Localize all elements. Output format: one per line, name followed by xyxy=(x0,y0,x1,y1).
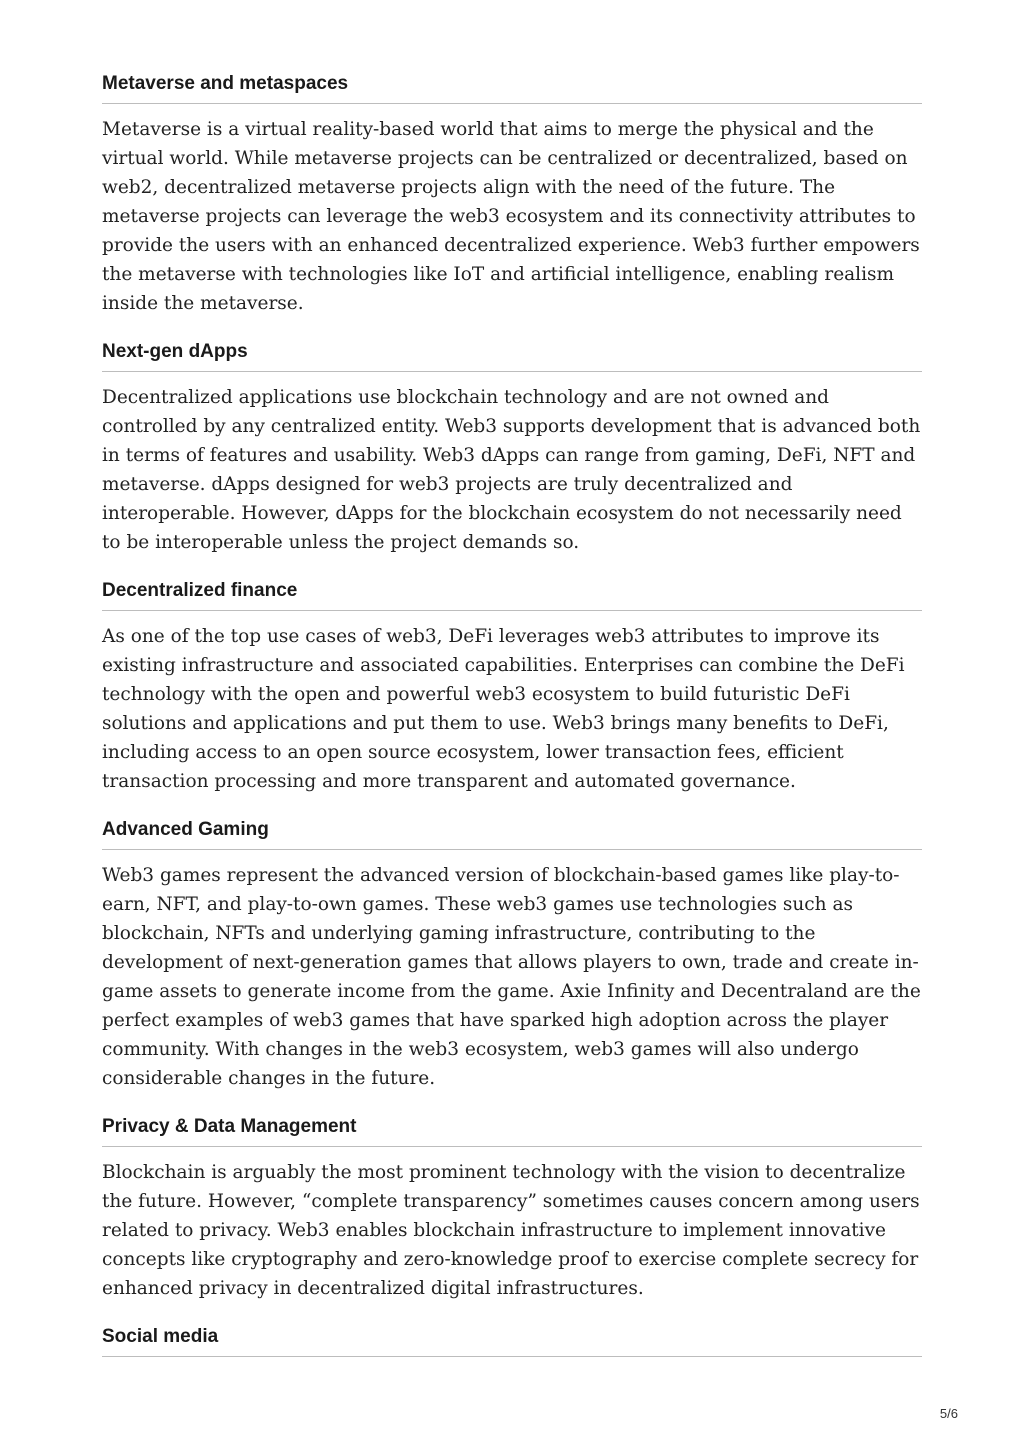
article-content xyxy=(102,72,922,1357)
section-heading: Decentralized finance xyxy=(102,579,922,611)
section-decentralized-finance xyxy=(102,579,922,818)
section-heading: Metaverse and metaspaces xyxy=(102,72,922,104)
section-heading: Social media xyxy=(102,1325,922,1357)
section-privacy-data-management xyxy=(102,1115,922,1325)
section-next-gen-dapps xyxy=(102,340,922,579)
section-social-media xyxy=(102,1325,922,1357)
section-paragraph: Decentralized applications use blockchain technology and are not owned and controlled by any centralized entity. Web3 supports development that is advanced both in terms of features and usability. Web3 dApps can range from gaming, DeFi, NFT and metaverse. dApps designed for web3 projects are truly decentralized and interoperable. However, dApps for the blockchain ecosystem do not necessarily need to be interoperable unless the project demands so. xyxy=(102,387,921,553)
page-number: 5/6 xyxy=(939,1406,958,1421)
section-paragraph: As one of the top use cases of web3, DeFi leverages web3 attributes to improve its existing infrastructure and associated capabilities. Enterprises can combine the DeFi technology with the open and powerful web3 ecosystem to build futuristic DeFi solutions and applications and put them to use. Web3 brings many benefits to DeFi, including access to an open source ecosystem, lower transaction fees, efficient transaction processing and more transparent and automated governance. xyxy=(102,626,905,792)
section-metaverse xyxy=(102,72,922,340)
section-paragraph: Web3 games represent the advanced version of blockchain-based games like play-to-earn, NFT, and play-to-own games. These web3 games use technologies such as blockchain, NFTs and underlying gaming infrastructure, contributing to the development of next-generation games that allows players to own, trade and create in-game assets to generate income from the game. Axie Infinity and Decentraland are the perfect examples of web3 games that have sparked high adoption across the player community. With changes in the web3 ecosystem, web3 games will also undergo considerable changes in the future. xyxy=(102,865,921,1089)
section-paragraph: Blockchain is arguably the most prominent technology with the vision to decentralize the future. However, “complete transparency” sometimes causes concern among users related to privacy. Web3 enables blockchain infrastructure to implement innovative concepts like cryptography and zero-knowledge proof to exercise complete secrecy for enhanced privacy in decentralized digital infrastructures. xyxy=(102,1162,920,1299)
section-heading: Next-gen dApps xyxy=(102,340,922,372)
section-advanced-gaming xyxy=(102,818,922,1115)
section-heading: Advanced Gaming xyxy=(102,818,922,850)
section-heading: Privacy & Data Management xyxy=(102,1115,922,1147)
section-paragraph: Metaverse is a virtual reality-based world that aims to merge the physical and the virtual world. While metaverse projects can be centralized or decentralized, based on web2, decentralized metaverse projects align with the need of the future. The metaverse projects can leverage the web3 ecosystem and its connectivity attributes to provide the users with an enhanced decentralized experience. Web3 further empowers the metaverse with technologies like IoT and artificial intelligence, enabling realism inside the metaverse. xyxy=(102,119,920,314)
